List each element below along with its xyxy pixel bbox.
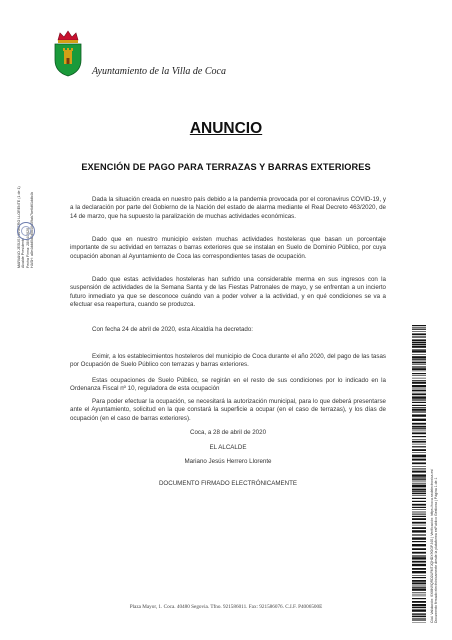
footer-address: Plaza Mayor, 1. Coca. 40480 Segovia. Tfno. 921586011. Fax: 921586076. C.I.F. P4006500E [129, 604, 323, 610]
barcode [412, 325, 426, 623]
place-date: Coca, a 28 de abril de 2020 [189, 429, 267, 436]
page-subtitle: EXENCIÓN DE PAGO PARA TERRAZAS Y BARRAS EXTERIORES [81, 162, 371, 172]
seal-icon [17, 222, 35, 240]
signature-stamp-line: Alcalde Presidente [21, 238, 26, 268]
validation-line: Cód. Validación: 6XMN9QRD2LFMTJQHDX9GGPJ4S | Verificación: https://coca.sedelectronica.es/ [430, 468, 434, 623]
coat-of-arms-logo [50, 30, 86, 78]
validation-line: Documento firmado electrónicamente desde la plataforma esPublico Gestiona | Página 1 de 1 [434, 477, 439, 623]
page-title: ANUNCIO [189, 120, 263, 137]
signature-stamp-line: HASH: a8e4ddd0d2d5b40d59ab7be6d61ddb4b [30, 192, 35, 268]
paragraph: Dado que en nuestro municipio existen muchas actividades hosteleras que basan un porcentaje importante de su actividad en terrazas o barras exteriores que se instalan en Suelo de Dominio Público, por cuya ocupación abonan al Ayuntamiento de Coca las correspondientes tasas de ocupación. [70, 236, 386, 260]
paragraph: Eximir, a los establecimientos hosteleros del municipio de Coca durante el año 2020, del pago de las tasas por Ocupación de Suelo Público con terrazas y barras exteriores. [70, 353, 386, 369]
paragraph: Para poder efectuar la ocupación, se necesitará la autorización municipal, para lo que deberá presentarse ante el Ayuntamiento, solicitud en la que constará la superficie a ocupar (en el caso de terrazas), y los días de ocupación (en el caso de barras exteriores). [70, 398, 386, 422]
signature-stamp-line: MARIANO JESÚS HERRERO LLORENTE (1 de 1) [17, 186, 21, 268]
signed-note: DOCUMENTO FIRMADO ELECTRÓNICAMENTE [158, 480, 298, 487]
paragraph: Dado que estas actividades hosteleras han sufrido una considerable merma en sus ingresos con la suspensión de actividades de la Semana Santa y de las Fiestas Patronales de mayo, y se enfrentan a un incierto futuro inmediato ya que se desconoce cuándo van a poder volver a la actividad, y en qué condiciones se va a efectuar esa reapertura, cuando se produzca. [70, 276, 386, 309]
paragraph: Estas ocupaciones de Suelo Público, se regirán en el resto de sus condiciones por lo indicado en la Ordenanza Fiscal nº 10, reguladora de esta ocupación [70, 377, 386, 393]
paragraph: Dada la situación creada en nuestro país debido a la pandemia provocada por el coronavirus COVID-19, y a la declaración por parte del Gobierno de la Nación del estado de alarma mediante el Real Decreto 463/2020, de 14 de marzo, que ha supuesto la paralización de muchas actividades económicas. [70, 196, 386, 220]
header-title: Ayuntamiento de la Villa de Coca [92, 66, 226, 77]
signer-name: Mariano Jesús Herrero Llorente [184, 458, 272, 465]
paragraph: Con fecha 24 de abril de 2020, esta Alcaldía ha decretado: [92, 326, 253, 333]
signature-stamp-line: Fecha Firma: 28/04/2020 [25, 227, 30, 268]
signer-role: EL ALCALDE [209, 444, 247, 451]
validation-text [430, 325, 448, 623]
